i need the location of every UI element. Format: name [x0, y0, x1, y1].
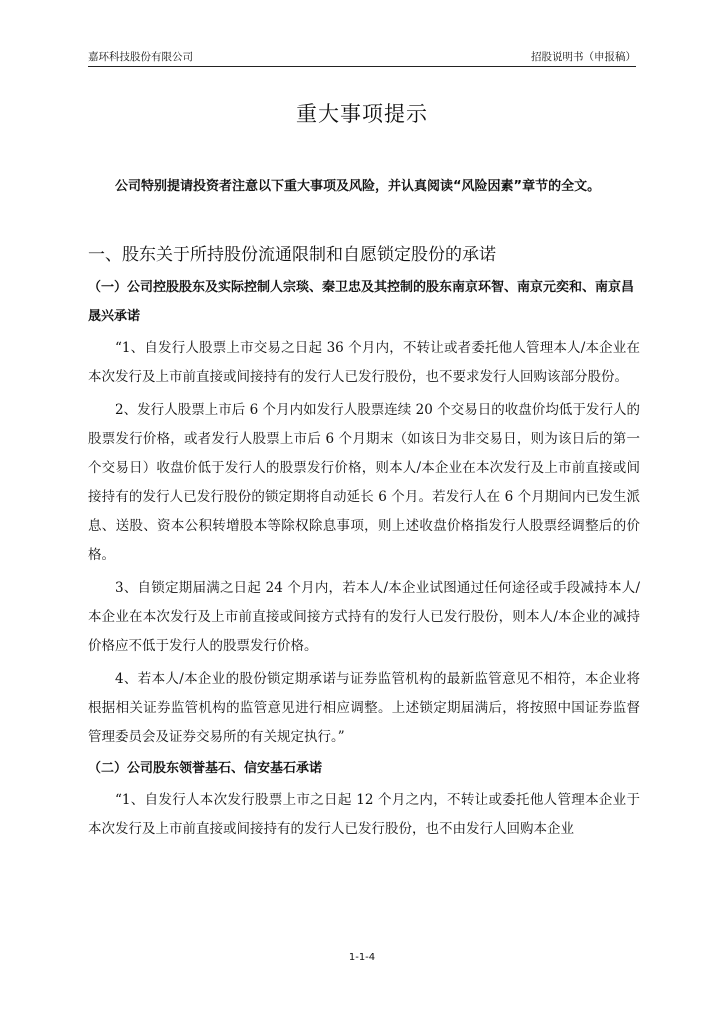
header-doc-type: 招股说明书（申报稿） [531, 51, 636, 63]
paragraph-2: 2、发行人股票上市后 6 个月内如发行人股票连续 20 个交易日的收盘价均低于发行人的股票发行价格，或者发行人股票上市后 6 个月期末（如该日为非交易日，则为该日后的第一个交易日）收盘价低于发行人的股票发行价格，则本人/本企业在本次发行及上市前直接或间接持有的发行人已发行股份的锁定期将自动延长 6 个月。若发行人在 6 个月期间内已发生派息、送股、资本公积转增股本等除权除息事项，则上述收盘价格指发行人股票经调整后的价格。 [88, 402, 640, 563]
section-heading: 一、股东关于所持股份流通限制和自愿锁定股份的承诺 [88, 245, 496, 265]
paragraph-1: “1、自发行人股票上市交易之日起 36 个月内，不转让或者委托他人管理本人/本企业在本次发行及上市前直接或间接持有的发行人已发行股份，也不要求发行人回购该部分股份。 [88, 340, 640, 385]
document-body [88, 172, 640, 844]
paragraph-5: “1、自发行人本次发行股票上市之日起 12 个月之内，不转让或委托他人管理本企业于本次发行及上市前直接或间接持有的发行人已发行股份，也不由发行人回购本企业 [88, 792, 640, 837]
page-title: 重大事项提示 [296, 102, 428, 126]
header-company: 嘉环科技股份有限公司 [88, 51, 193, 63]
intro-paragraph: 公司特别提请投资者注意以下重大事项及风险，并认真阅读“风险因素”章节的全文。 [115, 179, 601, 194]
page-header [88, 50, 636, 67]
subsection-heading-2: （二）公司股东领誉基石、信安基石承诺 [88, 761, 323, 776]
paragraph-4: 4、若本人/本企业的股份锁定期承诺与证券监管机构的最新监管意见不相符，本企业将根据相关证券监管机构的监管意见进行相应调整。上述锁定期届满后，将按照中国证券监督管理委员会及证券交易所的有关规定执行。” [88, 671, 640, 745]
page-number: 1-1-4 [348, 952, 376, 963]
paragraph-3: 3、自锁定期届满之日起 24 个月内，若本人/本企业试图通过任何途径或手段减持本人/本企业在本次发行及上市前直接或间接方式持有的发行人已发行股份，则本人/本企业的减持价格应不低于发行人的股票发行价格。 [88, 580, 640, 654]
subsection-heading-1: （一）公司控股股东及实际控制人宗琰、秦卫忠及其控制的股东南京环智、南京元奕和、南京昌晟兴承诺 [88, 280, 635, 324]
